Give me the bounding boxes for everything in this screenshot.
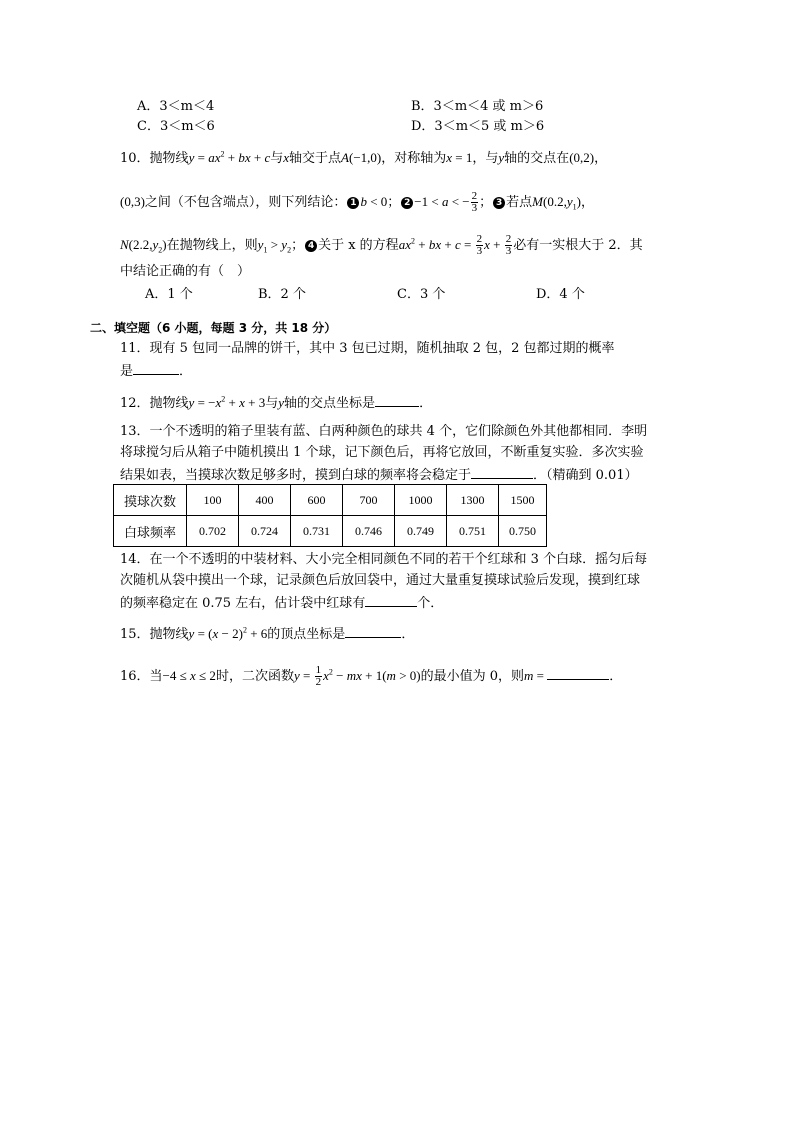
table-cell: 0.724 — [239, 516, 291, 547]
fraction: $\frac{1}{2}$ — [315, 664, 322, 688]
math-formula: y = — [293, 668, 314, 683]
frequency-table — [113, 484, 547, 547]
table-row — [114, 516, 547, 547]
math-formula: x = 1 — [446, 150, 473, 165]
q9-option-b: B．3＜m＜4 或 m＞6 — [411, 99, 544, 114]
section-heading: 二、填空题（6 小题，每题 3 分，共 18 分） — [90, 321, 337, 335]
q13-line-2: 将球搅匀后从箱子中随机摸出 1 个球，记下颜色后，再将它放回，不断重复实验．多次实验 — [120, 445, 644, 460]
table-cell: 0.750 — [499, 516, 547, 547]
table-cell: 0.751 — [447, 516, 499, 547]
table-cell: 1300 — [447, 485, 499, 516]
table-cell: 400 — [239, 485, 291, 516]
table-cell: 100 — [187, 485, 239, 516]
math-formula: $y = ax^2$ + bx + c — [188, 149, 271, 165]
q13-line-1: 13．一个不透明的箱子里装有蓝、白两种颜色的球共 4 个，它们除颜色外其他都相同．李明 — [120, 424, 648, 439]
q14-line-3: 的频率稳定在 0.75 左右，估计袋中红球有 个． — [120, 596, 444, 611]
math-formula: (0,2) — [569, 150, 595, 165]
answer-blank — [375, 394, 419, 407]
math-formula: (0,3) — [120, 194, 145, 209]
circled-number-icon: 4 — [305, 240, 317, 252]
math-formula: −4 ≤ x ≤ 2 — [162, 668, 216, 683]
fraction: $\frac{2}{3}$ — [476, 233, 483, 257]
q10-number: 10． — [120, 151, 150, 166]
q10-line-3: $N(2.2,y_2)$在抛物线上，则$y_1 > y_2$； 4 关于 x 的方程$ax^2$ + bx + c = $\frac{2}{3}$ x + $\frac{2}{3}$ 必有一实根大于 2．其 — [120, 233, 643, 257]
q10-line-1: 10．抛物线$y = ax^2$ + bx + c与x轴交于点A(−1,0)，对称轴为x = 1，与y轴的交点在(0,2)， — [120, 149, 608, 166]
table-header-cell: 白球频率 — [114, 516, 187, 547]
table-cell: 1000 — [395, 485, 447, 516]
answer-blank — [133, 362, 179, 375]
q10-line-4: 中结论正确的有（ ） — [120, 264, 251, 279]
q9-option-c: C．3＜m＜6 — [137, 119, 215, 134]
q13-line-3: 结果如表，当摸球次数足够多时，摸到白球的频率将会稳定于 ．（精确到 0.01） — [120, 468, 638, 483]
math-formula: m = — [524, 668, 548, 683]
table-cell: 0.702 — [187, 516, 239, 547]
math-formula: $y = (x - 2)^2 + 6$ — [188, 625, 268, 641]
q10-option-d: D．4 个 — [536, 287, 585, 302]
q9-option-a: A．3＜m＜4 — [137, 99, 215, 114]
math-formula: b < 0 — [360, 194, 388, 209]
q10-option-a: A．1 个 — [145, 287, 193, 302]
table-cell: 700 — [343, 485, 395, 516]
q10-line-2: (0,3)之间（不包含端点），则下列结论： 1 b < 0； 2 −1 < a < − $\frac{2}{3}$ ； 3 若点$M(0.2,y_1)$， — [120, 190, 594, 214]
q11-line-2: 是 ． — [120, 364, 193, 379]
table-cell: 0.749 — [395, 516, 447, 547]
q10-option-c: C．3 个 — [397, 287, 446, 302]
table-cell: 600 — [291, 485, 343, 516]
q15: 15．抛物线$y = (x - 2)^2 + 6$的顶点坐标是 ． — [120, 625, 415, 642]
table-row — [114, 485, 547, 516]
table-cell: 1500 — [499, 485, 547, 516]
table-cell: 0.731 — [291, 516, 343, 547]
q9-option-d: D．3＜m＜5 或 m＞6 — [411, 119, 545, 134]
table-cell: 0.746 — [343, 516, 395, 547]
answer-blank — [471, 466, 533, 479]
math-formula: $M(0.2,y_1)$ — [532, 194, 581, 212]
q14-line-1: 14．在一个不透明的中装材料、大小完全相同颜色不同的若干个红球和 3 个白球．摇匀后每 — [120, 552, 648, 567]
circled-number-icon: 3 — [493, 197, 505, 209]
math-formula: $y_1 > y_2$ — [257, 237, 292, 255]
fraction: $\frac{2}{3}$ — [471, 190, 478, 214]
q16: 16．当−4 ≤ x ≤ 2时，二次函数y = $\frac{1}{2}$ $x^2$ − mx + 1(m > 0)的最小值为 0，则m = ． — [120, 664, 623, 688]
answer-blank — [365, 594, 417, 607]
answer-blank — [345, 625, 401, 638]
circled-number-icon: 1 — [347, 197, 359, 209]
q11-line-1: 11．现有 5 包同一品牌的饼干，其中 3 包已过期，随机抽取 2 包，2 包都过期的概率 — [120, 341, 615, 356]
math-formula: $ax^2$ + bx + c = — [398, 236, 475, 252]
math-formula: A(−1,0) — [341, 150, 382, 165]
q10-option-b: B．2 个 — [258, 287, 306, 302]
math-formula: −1 < a < − — [414, 194, 470, 209]
circled-number-icon: 2 — [401, 197, 413, 209]
fraction: $\frac{2}{3}$ — [505, 233, 512, 257]
answer-blank — [547, 667, 609, 680]
math-formula: $N(2.2,y_2)$ — [120, 237, 167, 255]
q12: 12．抛物线$y = -x^2 + x + 3$与y轴的交点坐标是 ． — [120, 394, 433, 411]
table-header-cell: 摸球次数 — [114, 485, 187, 516]
q14-line-2: 次随机从袋中摸出一个球，记录颜色后放回袋中，通过大量重复摸球试验后发现，摸到红球 — [120, 573, 641, 588]
math-formula: $y = -x^2 + x + 3$ — [188, 394, 266, 410]
